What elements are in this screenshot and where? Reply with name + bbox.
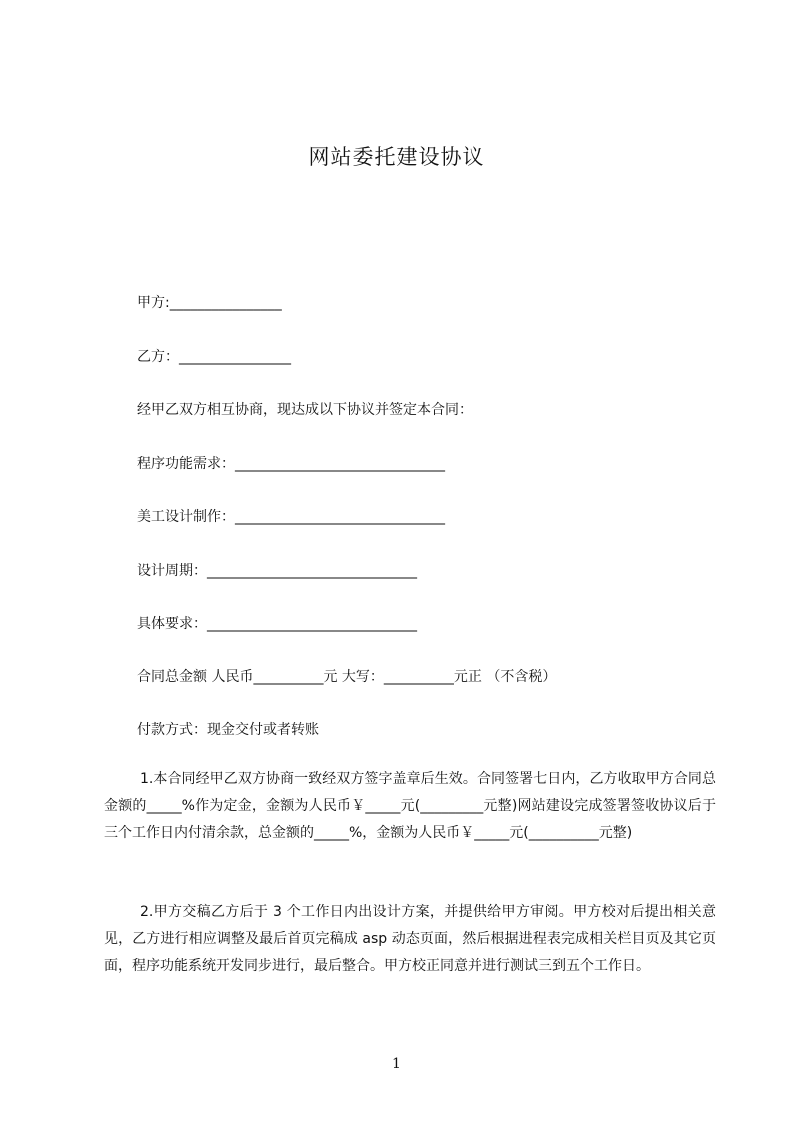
design-period-line: 设计周期：______________________________ bbox=[137, 563, 417, 579]
specific-requirements-line: 具体要求：______________________________ bbox=[137, 616, 417, 632]
contract-total-amount-line: 合同总金额 人民币__________元 大写：__________元正 （不含税） bbox=[137, 669, 557, 685]
page-number: 1 bbox=[392, 1056, 401, 1072]
clause-1: 1.本合同经甲乙双方协商一致经双方签字盖章后生效。合同签署七日内，乙方收取甲方合同总金额的_____%作为定金，金额为人民币￥_____元(_________元整)网站建设完成签署签收协议后于三个工作日内付清余款，总金额的_____%，金额为人民币￥_____元(__________元整) bbox=[104, 771, 716, 841]
clause-2: 2.甲方交稿乙方后于 3 个工作日内出设计方案，并提供给甲方审阅。甲方校对后提出相关意见，乙方进行相应调整及最后首页完稿成 asp 动态页面，然后根据进程表完成相关栏目页及其它页面，程序功能系统开发同步进行，最后整合。甲方校正同意并进行测试三到五个工作日。 bbox=[104, 904, 716, 974]
party-a-line: 甲方:________________ bbox=[137, 295, 282, 311]
program-requirements-line: 程序功能需求：______________________________ bbox=[137, 456, 445, 472]
document-title: 网站委托建设协议 bbox=[308, 145, 485, 169]
art-design-line: 美工设计制作：______________________________ bbox=[137, 509, 445, 525]
party-b-line: 乙方：________________ bbox=[137, 349, 291, 365]
agreement-intro: 经甲乙双方相互协商，现达成以下协议并签定本合同： bbox=[137, 402, 473, 418]
payment-method-line: 付款方式：现金交付或者转账 bbox=[137, 722, 319, 738]
